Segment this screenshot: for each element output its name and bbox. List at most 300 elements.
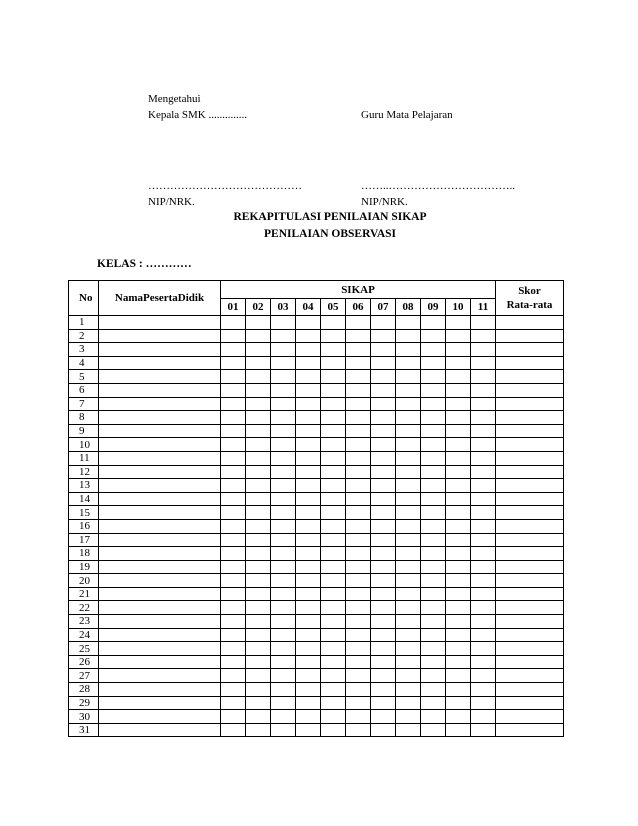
sikap-score-cell [371,683,396,697]
skor-rata-rata-cell [496,506,564,520]
student-name-cell [99,492,221,506]
sikap-column-header: 11 [471,299,496,316]
student-name-cell [99,383,221,397]
sikap-score-cell [321,424,346,438]
sikap-score-cell [446,492,471,506]
sikap-score-cell [296,628,321,642]
table-row [69,723,564,737]
sikap-score-cell [446,343,471,357]
skor-rata-rata-cell [496,696,564,710]
sikap-score-cell [396,642,421,656]
sikap-score-cell [321,465,346,479]
sikap-score-cell [446,710,471,724]
skor-rata-rata-cell [496,533,564,547]
sikap-score-cell [346,723,371,737]
sikap-score-cell [271,574,296,588]
skor-rata-rata-cell [496,547,564,561]
sikap-score-cell [371,479,396,493]
sikap-score-cell [371,519,396,533]
row-number: 23 [69,615,99,629]
sikap-score-cell [396,316,421,330]
sikap-column-header: 04 [296,299,321,316]
sikap-score-cell [271,438,296,452]
row-number: 13 [69,479,99,493]
sikap-score-cell [296,519,321,533]
sikap-score-cell [371,655,396,669]
sikap-score-cell [221,316,246,330]
sikap-score-cell [346,655,371,669]
sikap-score-cell [271,356,296,370]
sikap-score-cell [371,723,396,737]
sikap-score-cell [221,669,246,683]
sikap-score-cell [396,506,421,520]
table-row [69,316,564,330]
sikap-score-cell [421,411,446,425]
table-row [69,574,564,588]
sikap-score-cell [271,723,296,737]
sikap-score-cell [246,628,271,642]
sikap-score-cell [346,560,371,574]
table-row [69,465,564,479]
sikap-score-cell [296,655,321,669]
sikap-score-cell [271,465,296,479]
sikap-score-cell [271,479,296,493]
row-number: 19 [69,560,99,574]
sikap-score-cell [346,397,371,411]
sikap-score-cell [246,533,271,547]
row-number: 9 [69,424,99,438]
student-name-cell [99,560,221,574]
table-body [69,316,564,737]
row-number: 27 [69,669,99,683]
sikap-score-cell [321,519,346,533]
sikap-score-cell [246,492,271,506]
sikap-score-cell [346,370,371,384]
row-number: 15 [69,506,99,520]
sikap-score-cell [246,329,271,343]
sikap-score-cell [221,356,246,370]
sikap-score-cell [271,492,296,506]
sikap-score-cell [321,669,346,683]
assessment-table [68,280,564,737]
sikap-score-cell [246,642,271,656]
sikap-score-cell [396,587,421,601]
table-row [69,519,564,533]
skor-rata-rata-cell [496,329,564,343]
sikap-score-cell [446,424,471,438]
table-row [69,683,564,697]
sikap-score-cell [446,723,471,737]
sikap-score-cell [296,601,321,615]
student-name-cell [99,438,221,452]
sikap-score-cell [371,411,396,425]
sikap-score-cell [446,370,471,384]
sikap-score-cell [446,615,471,629]
sikap-score-cell [446,519,471,533]
sikap-score-cell [221,438,246,452]
sikap-score-cell [471,383,496,397]
row-number: 20 [69,574,99,588]
sikap-score-cell [321,383,346,397]
sikap-score-cell [396,370,421,384]
sikap-score-cell [471,574,496,588]
sikap-score-cell [246,560,271,574]
sikap-score-cell [346,601,371,615]
student-name-cell [99,683,221,697]
guru-mapel-label: Guru Mata Pelajaran [361,109,453,121]
sikap-score-cell [421,587,446,601]
sikap-score-cell [446,356,471,370]
sikap-score-cell [346,628,371,642]
header-skor-line2: Rata-rata [506,299,553,311]
sikap-score-cell [221,492,246,506]
sikap-score-cell [346,383,371,397]
table-row [69,492,564,506]
sikap-score-cell [421,424,446,438]
sikap-score-cell [446,506,471,520]
sikap-score-cell [471,438,496,452]
right-signature-line: ……..…………………………….. [361,180,515,192]
skor-rata-rata-cell [496,465,564,479]
skor-rata-rata-cell [496,642,564,656]
sikap-score-cell [321,533,346,547]
sikap-score-cell [271,383,296,397]
sikap-score-cell [346,465,371,479]
sikap-score-cell [346,710,371,724]
sikap-score-cell [296,587,321,601]
student-name-cell [99,547,221,561]
skor-rata-rata-cell [496,519,564,533]
sikap-score-cell [271,696,296,710]
sikap-score-cell [446,601,471,615]
sikap-score-cell [346,492,371,506]
table-row [69,696,564,710]
student-name-cell [99,723,221,737]
sikap-score-cell [471,424,496,438]
sikap-score-cell [396,683,421,697]
sikap-score-cell [221,601,246,615]
sikap-score-cell [421,383,446,397]
sikap-score-cell [321,642,346,656]
sikap-score-cell [371,669,396,683]
sikap-score-cell [271,519,296,533]
sikap-score-cell [221,465,246,479]
sikap-score-cell [396,601,421,615]
sikap-score-cell [246,615,271,629]
sikap-score-cell [271,601,296,615]
sikap-score-cell [471,479,496,493]
sikap-score-cell [321,316,346,330]
skor-rata-rata-cell [496,587,564,601]
sikap-score-cell [396,519,421,533]
sikap-score-cell [421,655,446,669]
sikap-score-cell [396,655,421,669]
table-row [69,397,564,411]
sikap-column-header: 08 [396,299,421,316]
row-number: 1 [69,316,99,330]
sikap-score-cell [446,438,471,452]
sikap-score-cell [246,669,271,683]
row-number: 29 [69,696,99,710]
sikap-score-cell [346,642,371,656]
sikap-score-cell [421,533,446,547]
sikap-score-cell [296,316,321,330]
sikap-score-cell [471,628,496,642]
sikap-score-cell [221,479,246,493]
sikap-score-cell [396,329,421,343]
sikap-score-cell [271,615,296,629]
sikap-score-cell [271,560,296,574]
sikap-score-cell [446,683,471,697]
sikap-score-cell [221,683,246,697]
sikap-score-cell [346,451,371,465]
table-row [69,642,564,656]
sikap-score-cell [446,547,471,561]
skor-rata-rata-cell [496,411,564,425]
table-row [69,547,564,561]
sikap-score-cell [396,356,421,370]
sikap-score-cell [271,451,296,465]
sikap-score-cell [421,465,446,479]
sikap-column-header: 03 [271,299,296,316]
row-number: 11 [69,451,99,465]
sikap-column-header: 01 [221,299,246,316]
table-row [69,587,564,601]
kelas-label: KELAS : ………… [97,258,192,270]
skor-rata-rata-cell [496,655,564,669]
sikap-score-cell [346,615,371,629]
sikap-score-cell [421,696,446,710]
sikap-score-cell [296,723,321,737]
header-skor [496,281,564,316]
title-rekapitulasi: REKAPITULASI PENILAIAN SIKAP [233,211,427,223]
sikap-score-cell [346,479,371,493]
sikap-score-cell [296,669,321,683]
table-row [69,424,564,438]
sikap-score-cell [221,710,246,724]
sikap-score-cell [221,560,246,574]
sikap-score-cell [321,574,346,588]
sikap-score-cell [421,615,446,629]
table-row [69,533,564,547]
kepala-smk-label: Kepala SMK .............. [148,109,247,121]
skor-rata-rata-cell [496,383,564,397]
sikap-score-cell [396,669,421,683]
table-row [69,669,564,683]
sikap-score-cell [321,397,346,411]
sikap-score-cell [246,438,271,452]
sikap-score-cell [221,519,246,533]
student-name-cell [99,669,221,683]
header-sikap: SIKAP [221,281,496,299]
row-number: 4 [69,356,99,370]
sikap-score-cell [221,628,246,642]
sikap-score-cell [371,533,396,547]
skor-rata-rata-cell [496,424,564,438]
sikap-score-cell [246,479,271,493]
sikap-score-cell [421,669,446,683]
sikap-score-cell [221,533,246,547]
sikap-score-cell [346,343,371,357]
sikap-score-cell [321,479,346,493]
table-row [69,383,564,397]
sikap-score-cell [271,587,296,601]
sikap-score-cell [421,329,446,343]
row-number: 14 [69,492,99,506]
sikap-score-cell [471,506,496,520]
student-name-cell [99,397,221,411]
sikap-score-cell [221,642,246,656]
sikap-score-cell [371,628,396,642]
sikap-score-cell [471,356,496,370]
sikap-score-cell [346,356,371,370]
student-name-cell [99,642,221,656]
table-row [69,343,564,357]
sikap-score-cell [221,587,246,601]
sikap-score-cell [346,533,371,547]
sikap-score-cell [221,329,246,343]
sikap-score-cell [421,723,446,737]
sikap-score-cell [271,547,296,561]
sikap-score-cell [296,424,321,438]
sikap-score-cell [371,329,396,343]
sikap-score-cell [221,615,246,629]
sikap-score-cell [321,683,346,697]
sikap-column-header: 05 [321,299,346,316]
sikap-score-cell [421,438,446,452]
sikap-score-cell [296,356,321,370]
table-row [69,479,564,493]
sikap-score-cell [471,723,496,737]
skor-rata-rata-cell [496,601,564,615]
sikap-score-cell [296,492,321,506]
sikap-score-cell [321,451,346,465]
sikap-score-cell [471,642,496,656]
sikap-score-cell [471,547,496,561]
skor-rata-rata-cell [496,370,564,384]
sikap-score-cell [296,397,321,411]
row-number: 5 [69,370,99,384]
sikap-score-cell [396,397,421,411]
sikap-score-cell [371,601,396,615]
sikap-score-cell [246,451,271,465]
sikap-score-cell [446,465,471,479]
sikap-score-cell [221,723,246,737]
sikap-score-cell [471,560,496,574]
sikap-score-cell [296,479,321,493]
sikap-score-cell [321,329,346,343]
skor-rata-rata-cell [496,683,564,697]
skor-rata-rata-cell [496,397,564,411]
sikap-score-cell [221,451,246,465]
sikap-score-cell [446,560,471,574]
sikap-score-cell [221,370,246,384]
skor-rata-rata-cell [496,492,564,506]
student-name-cell [99,316,221,330]
sikap-score-cell [321,370,346,384]
row-number: 22 [69,601,99,615]
table-row [69,601,564,615]
sikap-score-cell [321,723,346,737]
sikap-score-cell [471,370,496,384]
student-name-cell [99,329,221,343]
sikap-score-cell [221,411,246,425]
sikap-score-cell [396,465,421,479]
skor-rata-rata-cell [496,356,564,370]
sikap-score-cell [296,533,321,547]
student-name-cell [99,506,221,520]
sikap-score-cell [446,451,471,465]
sikap-score-cell [321,411,346,425]
sikap-score-cell [396,411,421,425]
sikap-score-cell [396,479,421,493]
sikap-score-cell [371,574,396,588]
student-name-cell [99,601,221,615]
sikap-score-cell [321,628,346,642]
student-name-cell [99,533,221,547]
row-number: 6 [69,383,99,397]
student-name-cell [99,370,221,384]
sikap-score-cell [246,411,271,425]
row-number: 16 [69,519,99,533]
sikap-score-cell [246,587,271,601]
skor-rata-rata-cell [496,615,564,629]
sikap-score-cell [321,356,346,370]
sikap-score-cell [471,669,496,683]
sikap-score-cell [271,411,296,425]
sikap-score-cell [421,492,446,506]
sikap-score-cell [346,669,371,683]
sikap-score-cell [421,479,446,493]
sikap-score-cell [421,519,446,533]
skor-rata-rata-cell [496,438,564,452]
sikap-score-cell [446,329,471,343]
row-number: 30 [69,710,99,724]
student-name-cell [99,519,221,533]
sikap-score-cell [321,587,346,601]
sikap-score-cell [271,642,296,656]
student-name-cell [99,710,221,724]
sikap-score-cell [471,519,496,533]
sikap-score-cell [471,587,496,601]
left-signature-line: …………………………………… [148,180,302,192]
sikap-score-cell [421,574,446,588]
sikap-score-cell [271,683,296,697]
sikap-score-cell [371,710,396,724]
sikap-score-cell [321,615,346,629]
student-name-cell [99,343,221,357]
sikap-score-cell [446,411,471,425]
sikap-column-header: 06 [346,299,371,316]
skor-rata-rata-cell [496,628,564,642]
table-row [69,628,564,642]
sikap-score-cell [371,696,396,710]
row-number: 7 [69,397,99,411]
row-number: 31 [69,723,99,737]
sikap-score-cell [246,424,271,438]
table-row [69,615,564,629]
sikap-score-cell [271,316,296,330]
table-row [69,506,564,520]
sikap-score-cell [396,451,421,465]
sikap-score-cell [471,492,496,506]
sikap-score-cell [346,329,371,343]
sikap-score-cell [446,574,471,588]
sikap-score-cell [346,683,371,697]
row-number: 18 [69,547,99,561]
sikap-score-cell [371,383,396,397]
sikap-score-cell [296,506,321,520]
